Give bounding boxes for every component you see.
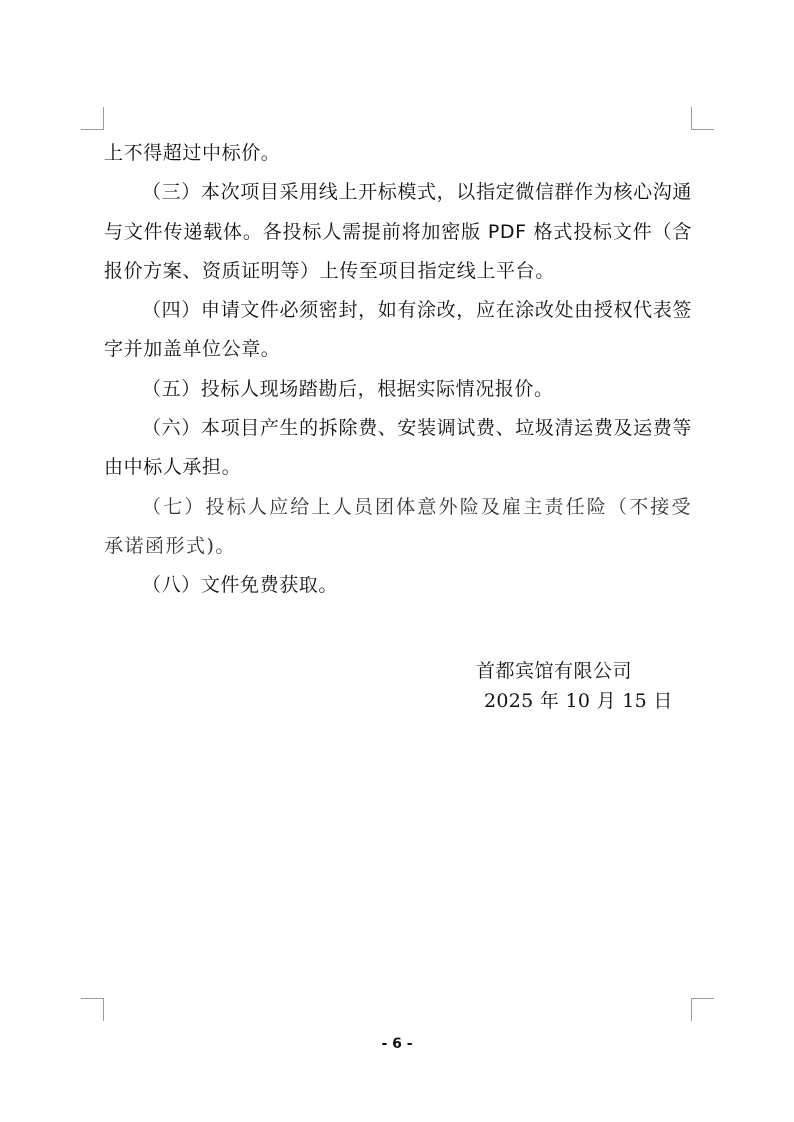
crop-mark-bottom-right [691, 998, 714, 1021]
paragraph-item-5: （五）投标人现场踏勘后，根据实际情况报价。 [142, 377, 554, 400]
crop-mark-top-left [81, 107, 104, 130]
paragraph-item-6: （六）本项目产生的拆除费、安装调试费、垃圾清运费及运费等由中标人承担。 [104, 417, 692, 479]
document-body [104, 134, 692, 606]
paragraph-continuation: 上不得超过中标价。 [104, 142, 281, 164]
crop-mark-bottom-left [81, 998, 104, 1021]
paragraph-item-8: （八）文件免费获取。 [142, 574, 339, 597]
signature-block [460, 656, 690, 716]
signature-date: 2025 年 10 月 15 日 [484, 690, 673, 712]
page-number: - 6 - [381, 1036, 413, 1052]
paragraph-item-7: （七）投标人应给上人员团体意外险及雇主责任险（不接受承诺函形式)。 [104, 495, 692, 557]
paragraph-item-3: （三）本次项目采用线上开标模式，以指定微信群作为核心沟通与文件传递载体。各投标人需提前将加密版 PDF 格式投标文件（含报价方案、资质证明等）上传至项目指定线上平台。 [104, 181, 692, 282]
signature-company: 首都宾馆有限公司 [476, 660, 633, 682]
crop-mark-top-right [691, 107, 714, 130]
paragraph-item-4: （四）申请文件必须密封，如有涂改，应在涂改处由授权代表签字并加盖单位公章。 [104, 299, 692, 361]
